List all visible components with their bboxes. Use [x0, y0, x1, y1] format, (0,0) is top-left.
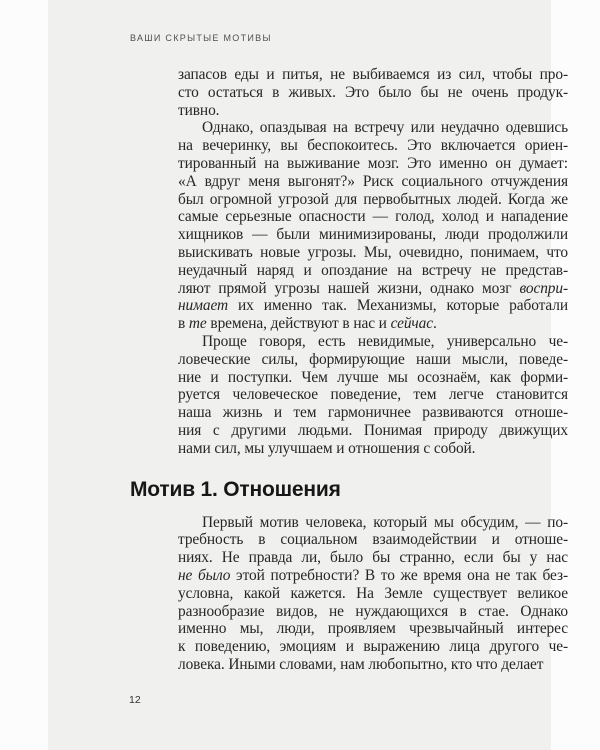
body-line: условна, какой кажется. На Земле существует великое — [178, 584, 568, 602]
body-line: ляют прямой угрозы нашей жизни, однако мозг воспри- — [178, 279, 568, 297]
body-line: хищников — были минимизированы, люди продолжили — [178, 226, 568, 244]
body-line: Первый мотив человека, который мы обсудим, — по- — [202, 513, 568, 531]
body-line: руется человеческое поведение, тем легче становится — [178, 386, 568, 404]
paragraph — [178, 514, 568, 674]
body-line: сто остаться в живых. Это было бы не очень продук- — [178, 83, 568, 101]
body-line: не было этой потребности? В то же время она не так без- — [178, 566, 568, 584]
body-line: выискивать новые угрозы. Мы, очевидно, понимаем, что — [178, 243, 568, 261]
body-line: разнообразие видов, не нуждающихся в стае. Однако — [178, 602, 568, 620]
body-line: ловеческие силы, формирующие наши мысли, поведе- — [178, 350, 568, 368]
body-line: «А вдруг меня выгонят?» Риск социального отчуждения — [178, 172, 568, 190]
body-line: самые серьезные опасности — голод, холод и нападение — [178, 208, 568, 226]
section-heading: Мотив 1. Отношения — [130, 477, 341, 501]
body-line: к поведению, эмоциям и выражению лица другого че- — [178, 638, 568, 656]
body-line: ниях. Не правда ли, было бы странно, если бы у нас — [178, 549, 568, 567]
body-line: ловека. Иными словами, нам любопытно, кто что делает — [178, 655, 544, 673]
running-head: ВАШИ СКРЫТЫЕ МОТИВЫ — [130, 33, 272, 43]
paragraphs-before-heading — [178, 66, 568, 458]
body-line: тированный на выживание мозг. Это именно он думает: — [178, 154, 568, 172]
body-line: Однако, опаздывая на встречу или неудачно одевшись — [202, 119, 568, 137]
body-line: на вечеринку, вы беспокоитесь. Это включается ориен- — [178, 137, 568, 155]
body-line: наша жизнь и тем гармоничнее развиваются отноше- — [178, 404, 568, 422]
body-line: требность в социальном взаимодействии и отноше- — [178, 531, 568, 549]
body-line: неудачный наряд и опоздание на встречу не представ- — [178, 261, 568, 279]
body-line: ние и поступки. Чем лучше мы осознаём, как форми- — [178, 368, 568, 386]
paragraph — [178, 119, 568, 333]
body-line: именно мы, люди, проявляем чрезвычайный интерес — [178, 620, 568, 638]
body-line: Проще говоря, есть невидимые, универсально че- — [202, 332, 568, 350]
body-line: тивно. — [178, 101, 220, 119]
body-line: ния с другими людьми. Понимая природу движущих — [178, 421, 568, 439]
body-line: нами сил, мы улучшаем и отношения с собой. — [178, 439, 476, 457]
text-flow — [130, 66, 568, 674]
paragraph — [178, 66, 568, 119]
body-line: был огромной угрозой для первобытных людей. Когда же — [178, 190, 568, 208]
body-line: нимает их именно так. Механизмы, которые работали — [178, 297, 568, 315]
body-line: в те времена, действуют в нас и сейчас. — [178, 315, 437, 333]
paragraphs-after-heading — [178, 514, 568, 674]
book-page — [48, 0, 568, 750]
paragraph — [178, 333, 568, 458]
page-number: 12 — [129, 694, 141, 706]
body-line: запасов еды и питья, не выбиваемся из сил, чтобы про- — [178, 66, 568, 83]
